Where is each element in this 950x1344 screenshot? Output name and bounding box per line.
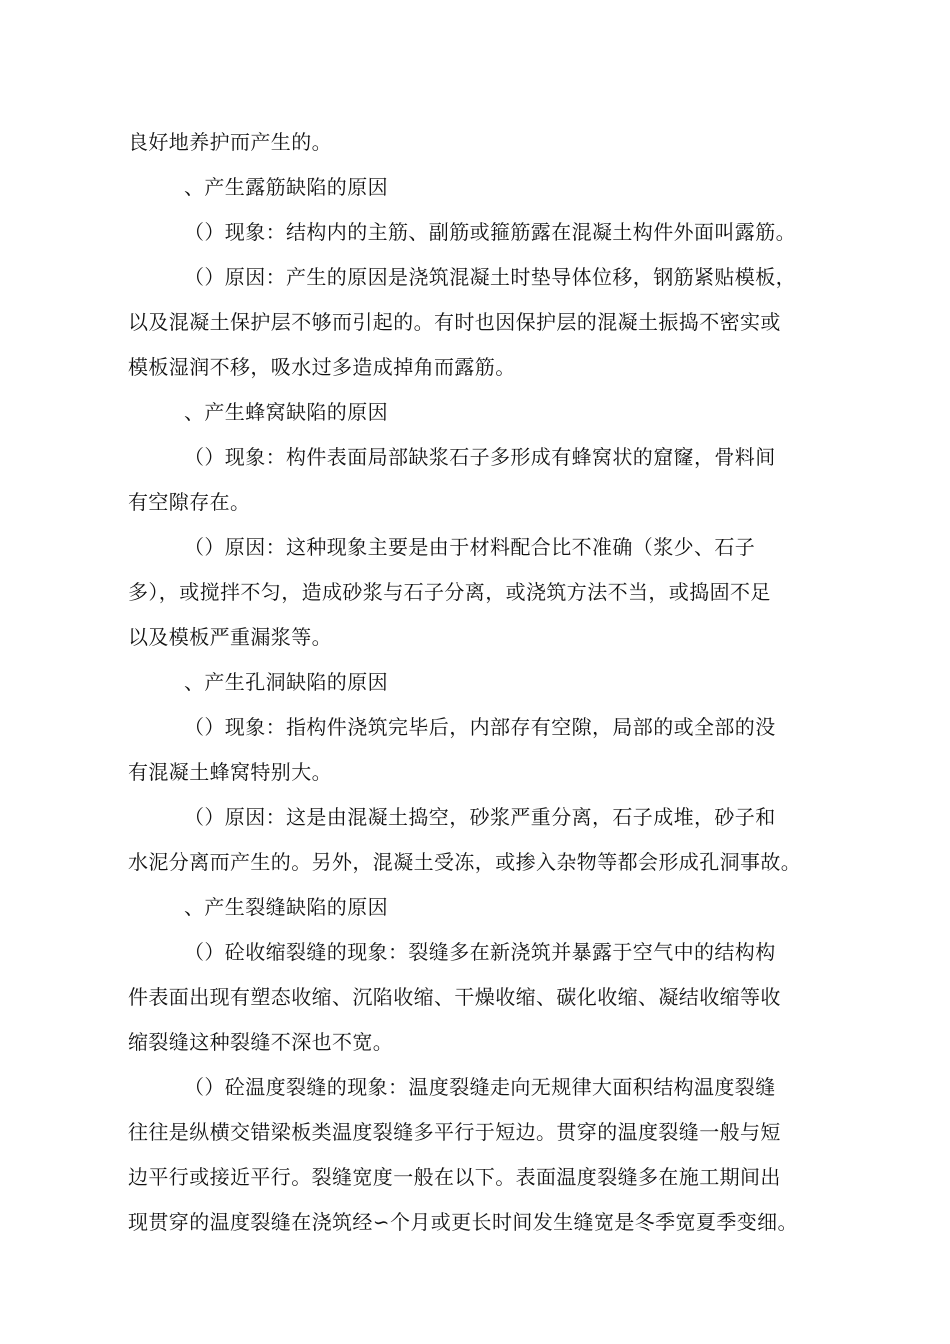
text-line: 件表面出现有塑态收缩、沉陷收缩、干燥收缩、碳化收缩、凝结收缩等收	[128, 985, 781, 1009]
text-line: （）砼温度裂缝的现象：温度裂缝走向无规律大面积结构温度裂缝	[184, 1075, 776, 1099]
text-line: （）砼收缩裂缝的现象：裂缝多在新浇筑并暴露于空气中的结构构	[184, 940, 776, 964]
text-line: 多），或搅拌不匀，造成砂浆与石子分离，或浇筑方法不当，或捣固不足	[128, 580, 771, 604]
text-line: 水泥分离而产生的。另外，混凝土受冻，或掺入杂物等都会形成孔洞事故。	[128, 850, 802, 874]
text-line: 以及模板严重漏浆等。	[128, 625, 332, 649]
text-line: 有混凝土蜂窝特别大。	[128, 760, 332, 784]
text-line: （）原因：这种现象主要是由于材料配合比不准确（浆少、石子	[184, 535, 756, 559]
section-heading-cracks: 、产生裂缝缺陷的原因	[184, 895, 388, 919]
section-heading-holes: 、产生孔洞缺陷的原因	[184, 670, 388, 694]
text-line: 现贯穿的温度裂缝在浇筑经∽个月或更长时间发生缝宽是冬季宽夏季变细。	[128, 1210, 798, 1234]
document-page	[128, 120, 858, 1245]
text-line: 边平行或接近平行。裂缝宽度一般在以下。表面温度裂缝多在施工期间出	[128, 1165, 781, 1189]
text-line: 模板湿润不移，吸水过多造成掉角而露筋。	[128, 355, 516, 379]
text-line: （）现象：指构件浇筑完毕后，内部存有空隙，局部的或全部的没	[184, 715, 776, 739]
text-line: 缩裂缝这种裂缝不深也不宽。	[128, 1030, 394, 1054]
text-line: 往往是纵横交错梁板类温度裂缝多平行于短边。贯穿的温度裂缝一般与短	[128, 1120, 781, 1144]
text-line: 有空隙存在。	[128, 490, 251, 514]
text-line: （）原因：产生的原因是浇筑混凝土时垫导体位移，钢筋紧贴模板，	[184, 265, 796, 289]
section-heading-honeycomb: 、产生蜂窝缺陷的原因	[184, 400, 388, 424]
section-heading-exposed-rebar: 、产生露筋缺陷的原因	[184, 175, 388, 199]
text-line: 良好地养护而产生的。	[128, 130, 332, 154]
text-line: （）现象：构件表面局部缺浆石子多形成有蜂窝状的窟窿，骨料间	[184, 445, 776, 469]
text-line: （）现象：结构内的主筋、副筋或箍筋露在混凝土构件外面叫露筋。	[184, 220, 796, 244]
text-line: （）原因：这是由混凝土捣空，砂浆严重分离，石子成堆，砂子和	[184, 805, 776, 829]
text-line: 以及混凝土保护层不够而引起的。有时也因保护层的混凝土振捣不密实或	[128, 310, 781, 334]
